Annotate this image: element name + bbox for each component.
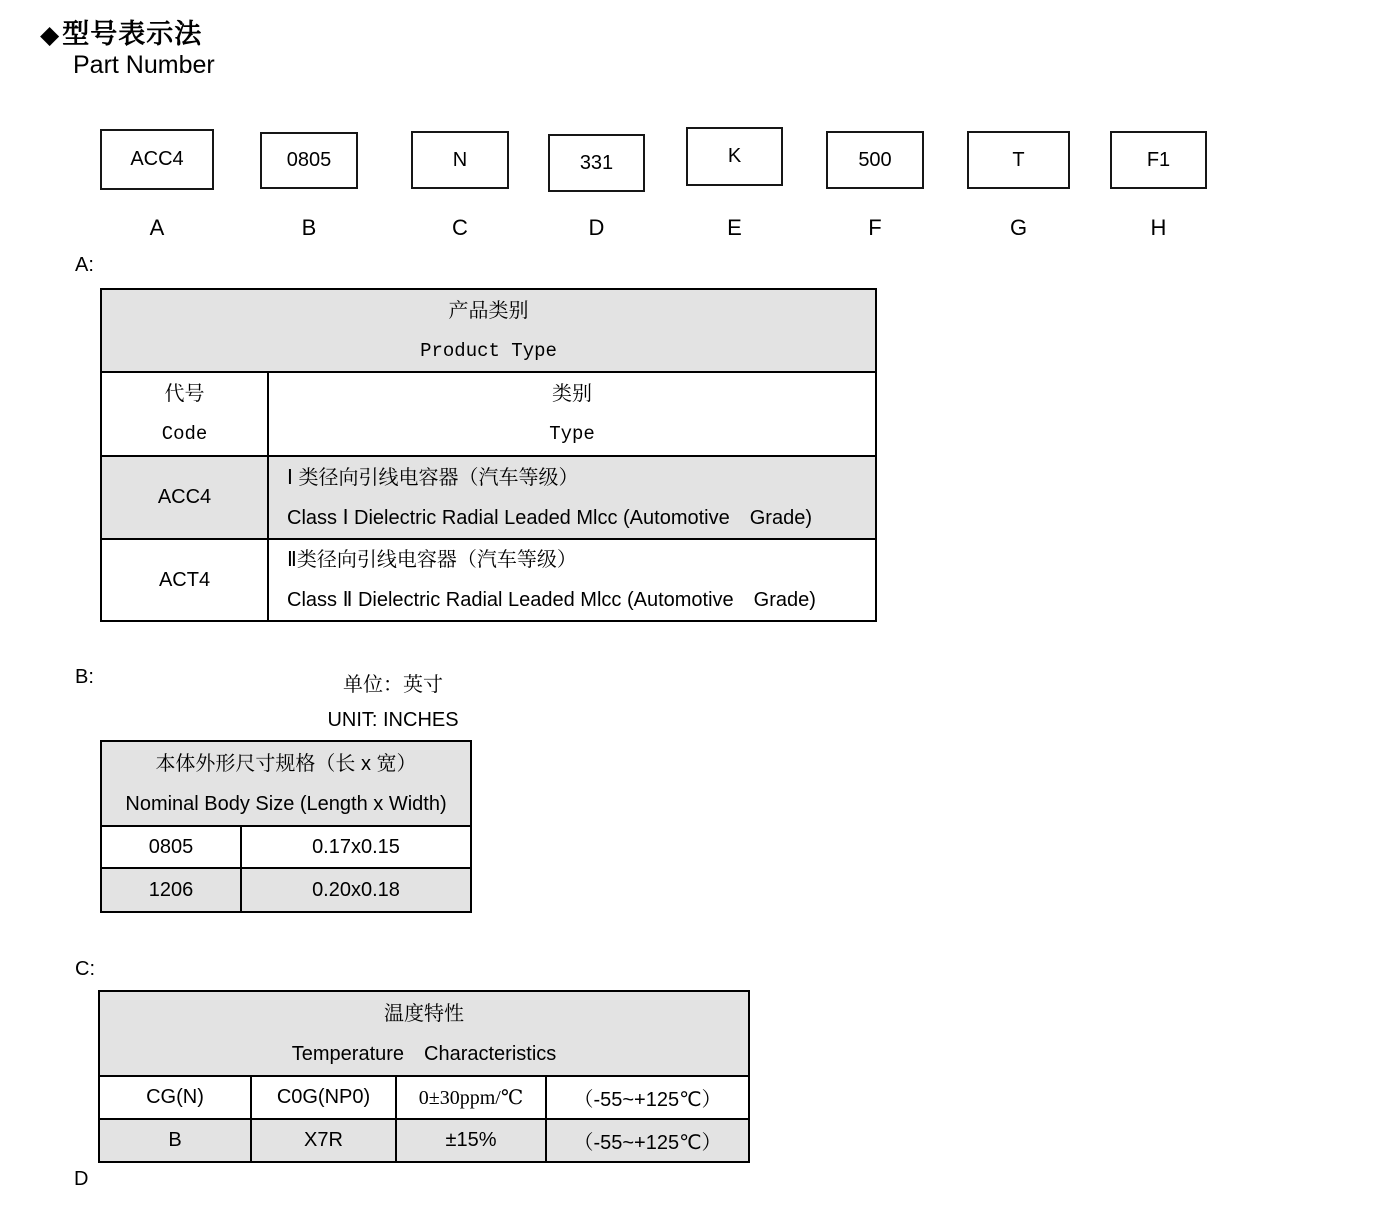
body-size-header-en: Nominal Body Size (Length x Width) <box>125 792 447 815</box>
page-title-zh: 型号表示法 <box>62 19 203 49</box>
pn-box-e: K <box>686 127 783 186</box>
pn-box-a: ACC4 <box>100 129 214 190</box>
temperature-header-en: Temperature Characteristics <box>291 1042 557 1065</box>
code-cell-acc4: ACC4 <box>101 456 268 539</box>
pn-box-g: T <box>967 131 1070 189</box>
tc-tolerance-cell: 0±30ppm/℃ <box>396 1076 546 1119</box>
col-header-type-en: Type <box>549 423 595 445</box>
pn-box-d: 331 <box>548 134 645 192</box>
table-header-row <box>101 741 471 826</box>
col-header-code <box>101 372 268 456</box>
table-row <box>101 456 876 539</box>
page-title <box>40 12 202 51</box>
pn-box-b: 0805 <box>260 132 358 189</box>
tc-range-cell: （-55~+125℃） <box>546 1076 749 1119</box>
product-type-table <box>100 288 877 622</box>
table-subheader-row <box>101 372 876 456</box>
table-header-row <box>99 991 749 1076</box>
section-a-label: A: <box>75 254 94 276</box>
diamond-icon: ◆ <box>40 21 61 49</box>
col-header-type-zh: 类别 <box>552 383 592 405</box>
type-zh: Ⅱ类径向引线电容器（汽车等级） <box>287 549 577 571</box>
type-zh: Ⅰ 类径向引线电容器（汽车等级） <box>287 466 579 489</box>
unit-note-zh: 单位：英寸 <box>343 674 443 696</box>
pn-box-c: N <box>411 131 509 189</box>
code-cell-act4: ACT4 <box>101 539 268 621</box>
pn-label-e: E <box>727 215 742 240</box>
size-cell: 0805 <box>101 826 241 868</box>
temperature-header-cell <box>99 991 749 1076</box>
tc-code-cell: CG(N) <box>99 1076 251 1119</box>
body-size-header-zh: 本体外形尺寸规格（长 x 宽） <box>155 752 417 775</box>
pn-box-f: 500 <box>826 131 924 189</box>
page-title-en: Part Number <box>73 51 215 79</box>
type-en: Class Ⅱ Dielectric Radial Leaded Mlcc (Automotive Grade) <box>287 589 816 611</box>
type-cell-act4 <box>268 539 876 621</box>
table-row <box>101 868 471 912</box>
body-size-table <box>100 740 472 913</box>
tc-eia-cell: C0G(NP0) <box>251 1076 396 1119</box>
product-type-header-en: Product Type <box>420 339 557 362</box>
tc-tolerance-cell: ±15% <box>396 1119 546 1162</box>
table-row <box>101 539 876 621</box>
pn-box-h: F1 <box>1110 131 1207 189</box>
section-b-label: B: <box>75 666 94 688</box>
size-cell: 1206 <box>101 868 241 912</box>
pn-label-b: B <box>301 215 317 240</box>
product-type-header-cell <box>101 289 876 372</box>
dims-cell: 0.20x0.18 <box>241 868 471 912</box>
col-header-type <box>268 372 876 456</box>
table-header-row <box>101 289 876 372</box>
body-size-header-cell <box>101 741 471 826</box>
tc-code-cell: B <box>99 1119 251 1162</box>
dims-cell: 0.17x0.15 <box>241 826 471 868</box>
type-cell-acc4 <box>268 456 876 539</box>
section-d-label: D <box>74 1168 89 1190</box>
pn-label-c: C <box>452 215 468 240</box>
temperature-header-zh: 温度特性 <box>384 1002 465 1025</box>
pn-label-d: D <box>588 215 605 240</box>
section-c-label: C: <box>75 958 95 980</box>
unit-note-en: UNIT: INCHES <box>327 709 459 731</box>
pn-label-h: H <box>1150 215 1167 240</box>
tc-range-cell: （-55~+125℃） <box>546 1119 749 1162</box>
col-header-code-zh: 代号 <box>164 383 205 405</box>
table-row <box>99 1076 749 1119</box>
tc-eia-cell: X7R <box>251 1119 396 1162</box>
type-en: Class Ⅰ Dielectric Radial Leaded Mlcc (Automotive Grade) <box>287 506 812 529</box>
table-row <box>101 826 471 868</box>
pn-label-a: A <box>149 215 165 240</box>
temperature-table <box>98 990 750 1163</box>
pn-label-f: F <box>868 215 882 240</box>
table-row <box>99 1119 749 1162</box>
pn-label-g: G <box>1009 215 1028 240</box>
col-header-code-en: Code <box>161 423 208 445</box>
product-type-header-zh: 产品类别 <box>448 299 529 322</box>
